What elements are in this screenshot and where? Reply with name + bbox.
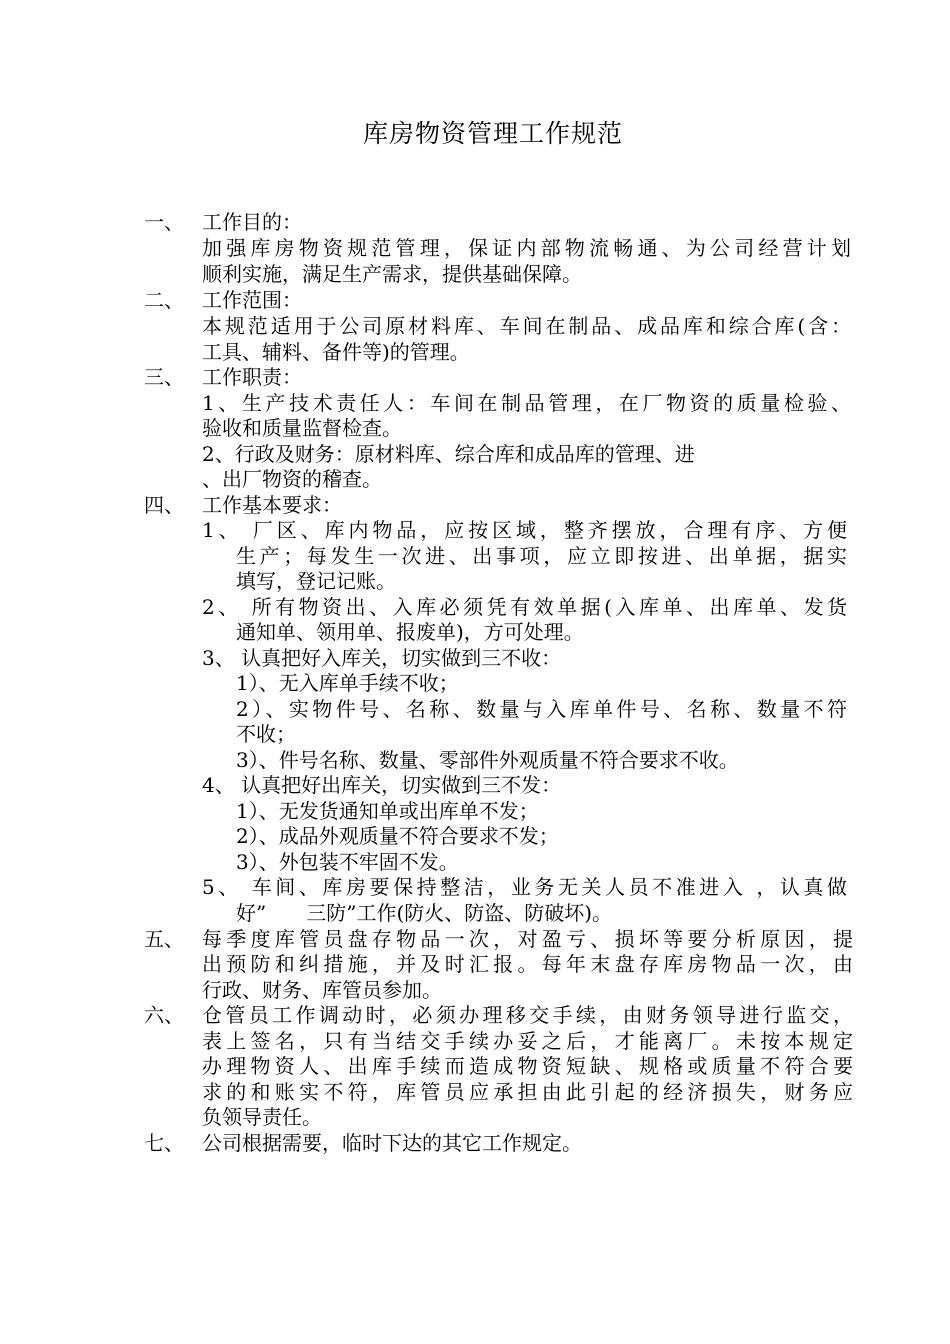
section-4-number: 四、 (144, 493, 184, 517)
section-1-heading: 工作目的： (202, 210, 302, 234)
requirement-sub-item: 3）、外包装不牢固不发。 (236, 850, 459, 874)
section-5-line: 出预防和纠措施，并及时汇报。每年末盘存库房物品一次，由 (202, 952, 853, 976)
section-6-line: 办理物资人、出库手续而造成物资短缺、规格或质量不符合要 (202, 1054, 853, 1078)
requirement-sub-item: 3）、件号名称、数量、零部件外观质量不符合要求不收。 (236, 748, 739, 772)
requirement-item-line: 通知单、领用单、报废单)，方可处理。 (236, 620, 584, 644)
requirement-item: 5、 车间、库房要保持整洁，业务无关人员不准进入 ，认真做 (202, 875, 847, 899)
requirement-item: 3、 认真把好入库关，切实做到三不收： (202, 646, 562, 670)
section-6-line: 仓管员工作调动时，必须办理移交手续，由财务领导进行监交， (202, 1003, 853, 1027)
section-5-line: 每季度库管员盘存物品一次，对盈亏、损坏等要分析原因，提 (202, 927, 853, 951)
section-3-line: 、出厂物资的稽查。 (202, 467, 382, 491)
requirement-sub-item: 2）、实物件号、名称、数量与入库单件号、名称、数量不符 (236, 697, 847, 721)
section-3-line: 1、生产技术责任人：车间在制品管理，在厂物资的质量检验、 (202, 391, 851, 415)
requirement-item-line: 填写，登记记账。 (236, 569, 396, 593)
section-3-line: 2、行政及财务：原材料库、综合库和成品库的管理、进 (202, 442, 695, 466)
section-3-heading: 工作职责： (202, 365, 302, 389)
section-2-number: 二、 (144, 288, 184, 312)
requirement-sub-item: 1）、无入库单手续不收； (236, 671, 459, 695)
section-4-heading: 工作基本要求： (202, 493, 342, 517)
section-6-line: 求的和账实不符，库管员应承担由此引起的经济损失，财务应 (202, 1080, 853, 1104)
section-2-line: 本规范适用于公司原材料库、车间在制品、成品库和综合库(含： (202, 314, 851, 338)
section-6-line: 表上签名，只有当结交手续办妥之后，才能离厂。未按本规定 (202, 1029, 853, 1053)
section-3-number: 三、 (144, 365, 184, 389)
section-1-line: 顺利实施，满足生产需求，提供基础保障。 (202, 262, 582, 286)
requirement-sub-item: 2）、成品外观质量不符合要求不发； (236, 824, 559, 848)
section-2-line: 工具、辅料、备件等)的管理。 (202, 340, 470, 364)
requirement-item-line: 生产；每发生一次进、出事项，应立即按进、出单据，据实 (236, 544, 847, 568)
requirement-item: 4、 认真把好出库关，切实做到三不发： (202, 773, 562, 797)
section-1-line: 加强库房物资规范管理，保证内部物流畅通、为公司经营计划 (202, 236, 851, 260)
requirement-item: 1、 厂区、库内物品，应按区域，整齐摆放，合理有序、方便 (202, 518, 847, 542)
page-title: 库房物资管理工作规范 (362, 119, 623, 148)
requirement-sub-item-line: 不收； (236, 722, 296, 746)
requirement-item-line: 好” 三防”工作(防火、防盗、防破坏)。 (236, 901, 613, 925)
section-6-line: 负领导责任。 (202, 1105, 322, 1129)
section-1-number: 一、 (144, 210, 184, 234)
section-5-line: 行政、财务、库管员参加。 (202, 978, 442, 1002)
section-3-line: 验收和质量监督检查。 (202, 416, 402, 440)
requirement-item: 2、 所有物资出、入库必须凭有效单据(入库单、出库单、发货 (202, 595, 847, 619)
requirement-sub-item: 1）、无发货通知单或出库单不发； (236, 799, 539, 823)
section-7-line: 公司根据需要，临时下达的其它工作规定。 (202, 1131, 582, 1155)
section-5-number: 五、 (144, 927, 184, 951)
section-6-number: 六、 (144, 1003, 184, 1027)
section-2-heading: 工作范围： (202, 288, 302, 312)
section-7-number: 七、 (144, 1131, 184, 1155)
